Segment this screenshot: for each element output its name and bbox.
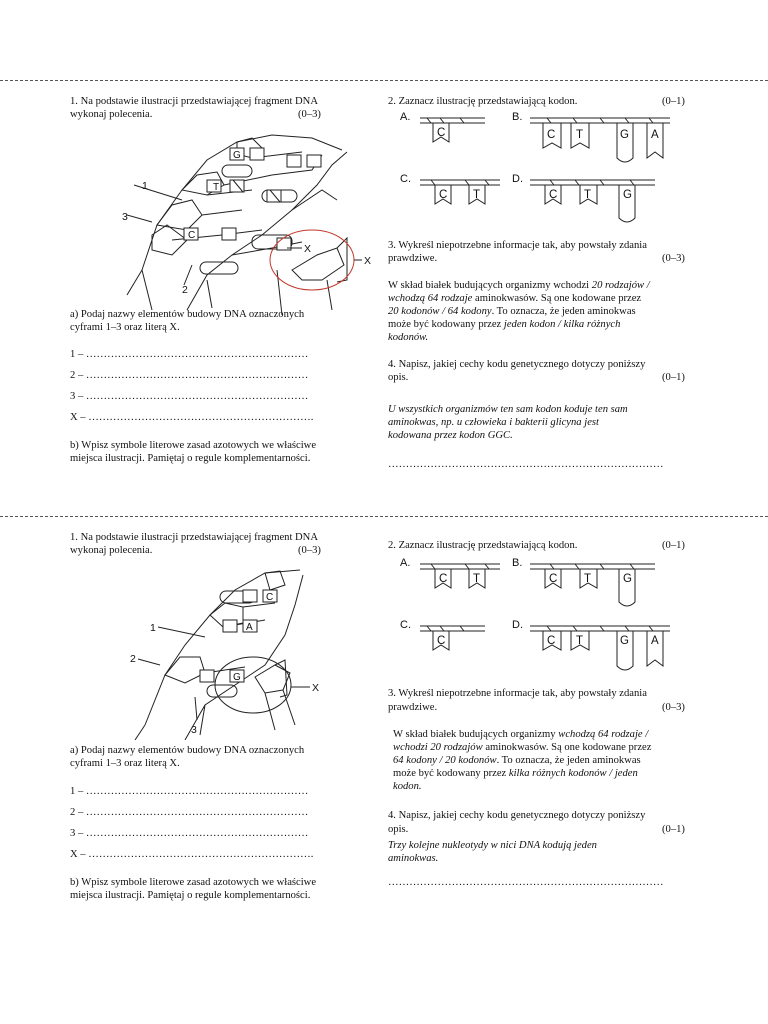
q3-paragraph: W skład białek budujących organizmy wchodzi 20 rodzajów / wchodzą 64 rodzaje aminokwasów. Są one kodowane przez 20 kodonów / 64 kodony. To oznacza, że jeden aminokwas może być kodowany przez jeden kodon / kilka różnych kodonów. bbox=[388, 280, 650, 343]
choice[interactable]: kodon. bbox=[393, 781, 422, 792]
figure-letter: G bbox=[233, 672, 241, 683]
choice[interactable]: kodonów. bbox=[388, 332, 429, 343]
option-a-label[interactable]: A. bbox=[400, 557, 411, 569]
choice[interactable]: wchodzą 64 rodzaje bbox=[388, 293, 473, 304]
base-letter: C bbox=[437, 635, 446, 647]
base-letter: C bbox=[549, 189, 558, 201]
q3-line1: 3. Wykreśl niepotrzebne informacje tak, aby powstały zdania bbox=[388, 240, 647, 251]
base-letter: T bbox=[576, 129, 584, 141]
q1-part-b-line1: b) Wpisz symbole literowe zasad azotowych we właściwe bbox=[70, 440, 317, 451]
choice[interactable]: wchodzi 20 rodzajów bbox=[393, 742, 483, 753]
q3-paragraph: W skład białek budujących organizmy wchodzą 64 rodzaje / wchodzi 20 rodzajów aminokwasów. Są one kodowane przez 64 kodony / 20 kodonów. To oznacza, że jeden aminokwas może być kodowany przez kilka różnych kodonów / jeden kodon. bbox=[393, 729, 652, 792]
figure-letter: A bbox=[246, 622, 253, 633]
q4-desc-2: aminokwas, np. u człowieka i bakterii glicyna jest bbox=[388, 417, 599, 428]
base-letter: C bbox=[439, 189, 448, 201]
dna-figure bbox=[112, 130, 382, 320]
figure-letter: G bbox=[233, 150, 241, 161]
base-letter: C bbox=[439, 573, 448, 585]
base-letter: A bbox=[651, 129, 659, 141]
q1-line1: 1. Na podstawie ilustracji przedstawiającej fragment DNA bbox=[70, 96, 318, 107]
q1-part-a-line2: cyframi 1–3 oraz literą X. bbox=[70, 758, 180, 769]
option-b-label[interactable]: B. bbox=[512, 111, 523, 123]
figure-label-2: 2 bbox=[130, 653, 136, 665]
choice[interactable]: jeden kodon / kilka różnych bbox=[503, 319, 621, 330]
q4-answer-line[interactable]: …………………………………………………………………… bbox=[388, 877, 664, 888]
figure-label-x: X bbox=[304, 243, 312, 255]
choice[interactable]: wchodzą 64 rodzaje / bbox=[558, 729, 649, 740]
choice[interactable]: kilka różnych kodonów / jeden bbox=[508, 768, 638, 779]
q1-part-b-line2: miejsca ilustracji. Pamiętaj o regule komplementarności. bbox=[70, 890, 311, 901]
figure-label-1: 1 bbox=[142, 180, 148, 192]
option-c-label[interactable]: C. bbox=[400, 619, 411, 631]
q4-desc-2: aminokwas. bbox=[388, 853, 439, 864]
q2-score: (0–1) bbox=[662, 96, 685, 107]
answer-blank-2[interactable]: 2 – ……………………………………………………… bbox=[70, 370, 309, 381]
base-letter: G bbox=[623, 189, 632, 201]
figure-letter: T bbox=[213, 182, 220, 193]
figure-letter: C bbox=[266, 592, 274, 603]
q4-line1: 4. Napisz, jakiej cechy kodu genetycznego dotyczy poniższy bbox=[388, 359, 646, 370]
answer-blank-x[interactable]: X – ………………………………………………………. bbox=[70, 849, 314, 860]
q3-line1: 3. Wykreśl niepotrzebne informacje tak, aby powstały zdania bbox=[388, 688, 647, 699]
base-letter: G bbox=[620, 129, 629, 141]
q3-score: (0–3) bbox=[662, 253, 685, 264]
answer-blank-3[interactable]: 3 – ……………………………………………………… bbox=[70, 391, 309, 402]
q1-score: (0–3) bbox=[298, 109, 321, 120]
q1-part-a-line2: cyframi 1–3 oraz literą X. bbox=[70, 322, 180, 333]
q2-title: 2. Zaznacz ilustrację przedstawiającą kodon. bbox=[388, 540, 578, 551]
q4-line2: opis. bbox=[388, 824, 409, 835]
base-letter: C bbox=[549, 573, 558, 585]
choice[interactable]: 20 rodzajów / bbox=[591, 280, 650, 291]
base-letter: C bbox=[437, 127, 446, 139]
q4-desc-3: kodowana przez kodon GGC. bbox=[388, 430, 513, 441]
q4-answer-line[interactable]: …………………………………………………………………… bbox=[388, 459, 664, 470]
q1-part-a-line1: a) Podaj nazwy elementów budowy DNA oznaczonych bbox=[70, 309, 305, 320]
base-letter: G bbox=[623, 573, 632, 585]
q4-desc-1: U wszystkich organizmów ten sam kodon koduje ten sam bbox=[388, 404, 628, 415]
answer-blank-1[interactable]: 1 – ……………………………………………………… bbox=[70, 786, 309, 797]
answer-blank-2[interactable]: 2 – ……………………………………………………… bbox=[70, 807, 309, 818]
base-letter: C bbox=[547, 129, 556, 141]
option-b-label[interactable]: B. bbox=[512, 557, 523, 569]
figure-label-3: 3 bbox=[122, 211, 128, 223]
q4-score: (0–1) bbox=[662, 372, 685, 383]
q3-score: (0–3) bbox=[662, 702, 685, 713]
base-letter: T bbox=[584, 189, 592, 201]
q2-title: 2. Zaznacz ilustrację przedstawiającą kodon. bbox=[388, 96, 578, 107]
q1-line2: wykonaj polecenia. bbox=[70, 109, 153, 120]
cut-line-middle bbox=[0, 516, 768, 517]
base-letter: T bbox=[576, 635, 584, 647]
base-letter: T bbox=[473, 189, 481, 201]
q4-line2: opis. bbox=[388, 372, 409, 383]
q1-part-b-line2: miejsca ilustracji. Pamiętaj o regule komplementarności. bbox=[70, 453, 311, 464]
figure-label-1: 1 bbox=[150, 622, 156, 634]
base-letter: G bbox=[620, 635, 629, 647]
answer-blank-1[interactable]: 1 – ……………………………………………………… bbox=[70, 349, 309, 360]
dna-figure bbox=[125, 565, 345, 740]
codon-options bbox=[385, 554, 685, 684]
q2-score: (0–1) bbox=[662, 540, 685, 551]
base-letter: T bbox=[584, 573, 592, 585]
q1-line1: 1. Na podstawie ilustracji przedstawiającej fragment DNA bbox=[70, 532, 318, 543]
figure-label-x: X bbox=[312, 682, 320, 694]
option-d-label[interactable]: D. bbox=[512, 173, 523, 185]
figure-label-3: 3 bbox=[191, 724, 197, 736]
base-letter: C bbox=[547, 635, 556, 647]
q1-score: (0–3) bbox=[298, 545, 321, 556]
choice[interactable]: 20 kodonów / 64 kodony bbox=[388, 306, 492, 317]
option-c-label[interactable]: C. bbox=[400, 173, 411, 185]
figure-label-2: 2 bbox=[182, 284, 188, 296]
base-letter: A bbox=[651, 635, 659, 647]
q4-desc-1: Trzy kolejne nukleotydy w nici DNA kodują jeden bbox=[388, 840, 597, 851]
cut-line-top bbox=[0, 80, 768, 81]
choice[interactable]: 64 kodony / 20 kodonów bbox=[393, 755, 497, 766]
q1-part-b-line1: b) Wpisz symbole literowe zasad azotowych we właściwe bbox=[70, 877, 317, 888]
codon-options bbox=[385, 108, 685, 233]
q4-line1: 4. Napisz, jakiej cechy kodu genetycznego dotyczy poniższy bbox=[388, 810, 646, 821]
q4-score: (0–1) bbox=[662, 824, 685, 835]
answer-blank-3[interactable]: 3 – ……………………………………………………… bbox=[70, 828, 309, 839]
base-letter: T bbox=[473, 573, 481, 585]
q3-line2: prawdziwe. bbox=[388, 702, 438, 713]
answer-blank-x[interactable]: X – ………………………………………………………. bbox=[70, 412, 314, 423]
option-d-label[interactable]: D. bbox=[512, 619, 523, 631]
option-a-label[interactable]: A. bbox=[400, 111, 411, 123]
figure-label-x: X bbox=[364, 255, 372, 267]
figure-letter: C bbox=[188, 230, 196, 241]
q1-part-a-line1: a) Podaj nazwy elementów budowy DNA oznaczonych bbox=[70, 745, 305, 756]
q3-line2: prawdziwe. bbox=[388, 253, 438, 264]
q1-line2: wykonaj polecenia. bbox=[70, 545, 153, 556]
